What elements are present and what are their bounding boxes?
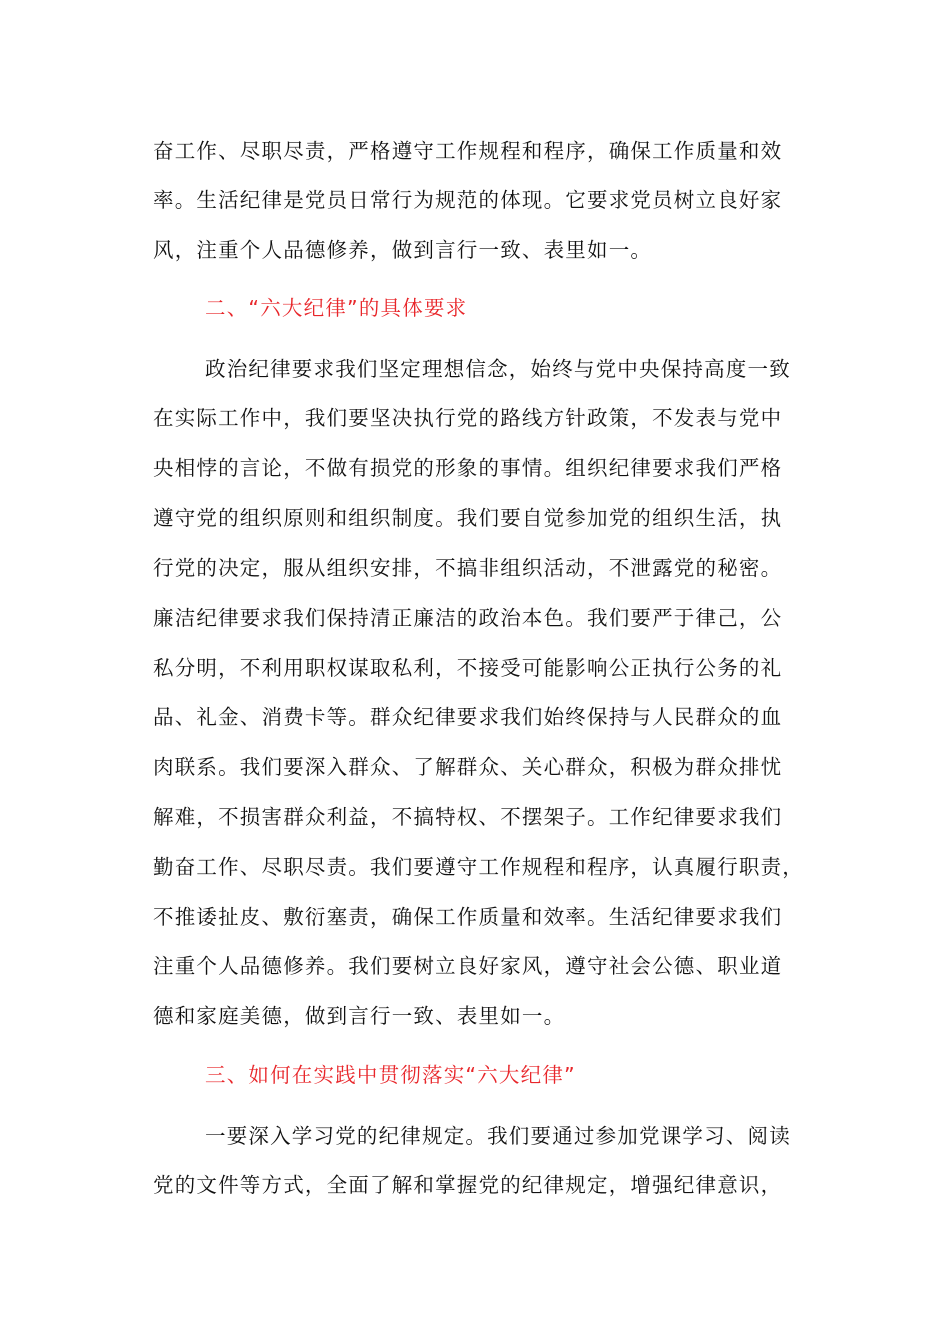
body-line: 私分明，不利用职权谋取私利，不接受可能影响公正执行公务的礼 [153, 656, 783, 680]
body-line: 行党的决定，服从组织安排，不搞非组织活动，不泄露党的秘密。 [153, 556, 783, 580]
section-heading-2: 二、“六大纪律”的具体要求 [205, 296, 468, 320]
body-line: 解难，不损害群众利益，不搞特权、不摆架子。工作纪律要求我们 [153, 805, 783, 829]
paragraph-first-line: 政治纪律要求我们坚定理想信念，始终与党中央保持高度一致 [205, 357, 791, 381]
body-line: 央相悖的言论，不做有损党的形象的事情。组织纪律要求我们严格 [153, 456, 783, 480]
body-line: 风，注重个人品德修养，做到言行一致、表里如一。 [153, 238, 653, 262]
body-line: 品、礼金、消费卡等。群众纪律要求我们始终保持与人民群众的血 [153, 705, 783, 729]
body-line: 率。生活纪律是党员日常行为规范的体现。它要求党员树立良好家 [153, 188, 783, 212]
body-line: 遵守党的组织原则和组织制度。我们要自觉参加党的组织生活，执 [153, 506, 783, 530]
body-line: 在实际工作中，我们要坚决执行党的路线方针政策，不发表与党中 [153, 406, 783, 430]
body-line: 肉联系。我们要深入群众、了解群众、关心群众，积极为群众排忧 [153, 755, 783, 779]
body-line: 德和家庭美德，做到言行一致、表里如一。 [153, 1004, 566, 1028]
paragraph-first-line: 一要深入学习党的纪律规定。我们要通过参加党课学习、阅读 [205, 1124, 791, 1148]
body-line: 注重个人品德修养。我们要树立良好家风，遵守社会公德、职业道 [153, 954, 783, 978]
body-line: 不推诿扯皮、敷衍塞责，确保工作质量和效率。生活纪律要求我们 [153, 905, 783, 929]
body-line: 廉洁纪律要求我们保持清正廉洁的政治本色。我们要严于律己，公 [153, 606, 783, 630]
section-heading-3: 三、如何在实践中贯彻落实“六大纪律” [205, 1063, 576, 1087]
body-line: 奋工作、尽职尽责，严格遵守工作规程和程序，确保工作质量和效 [153, 139, 783, 163]
body-line: 党的文件等方式，全面了解和掌握党的纪律规定，增强纪律意识， [153, 1173, 783, 1197]
body-line: 勤奋工作、尽职尽责。我们要遵守工作规程和程序，认真履行职责， [153, 855, 804, 879]
